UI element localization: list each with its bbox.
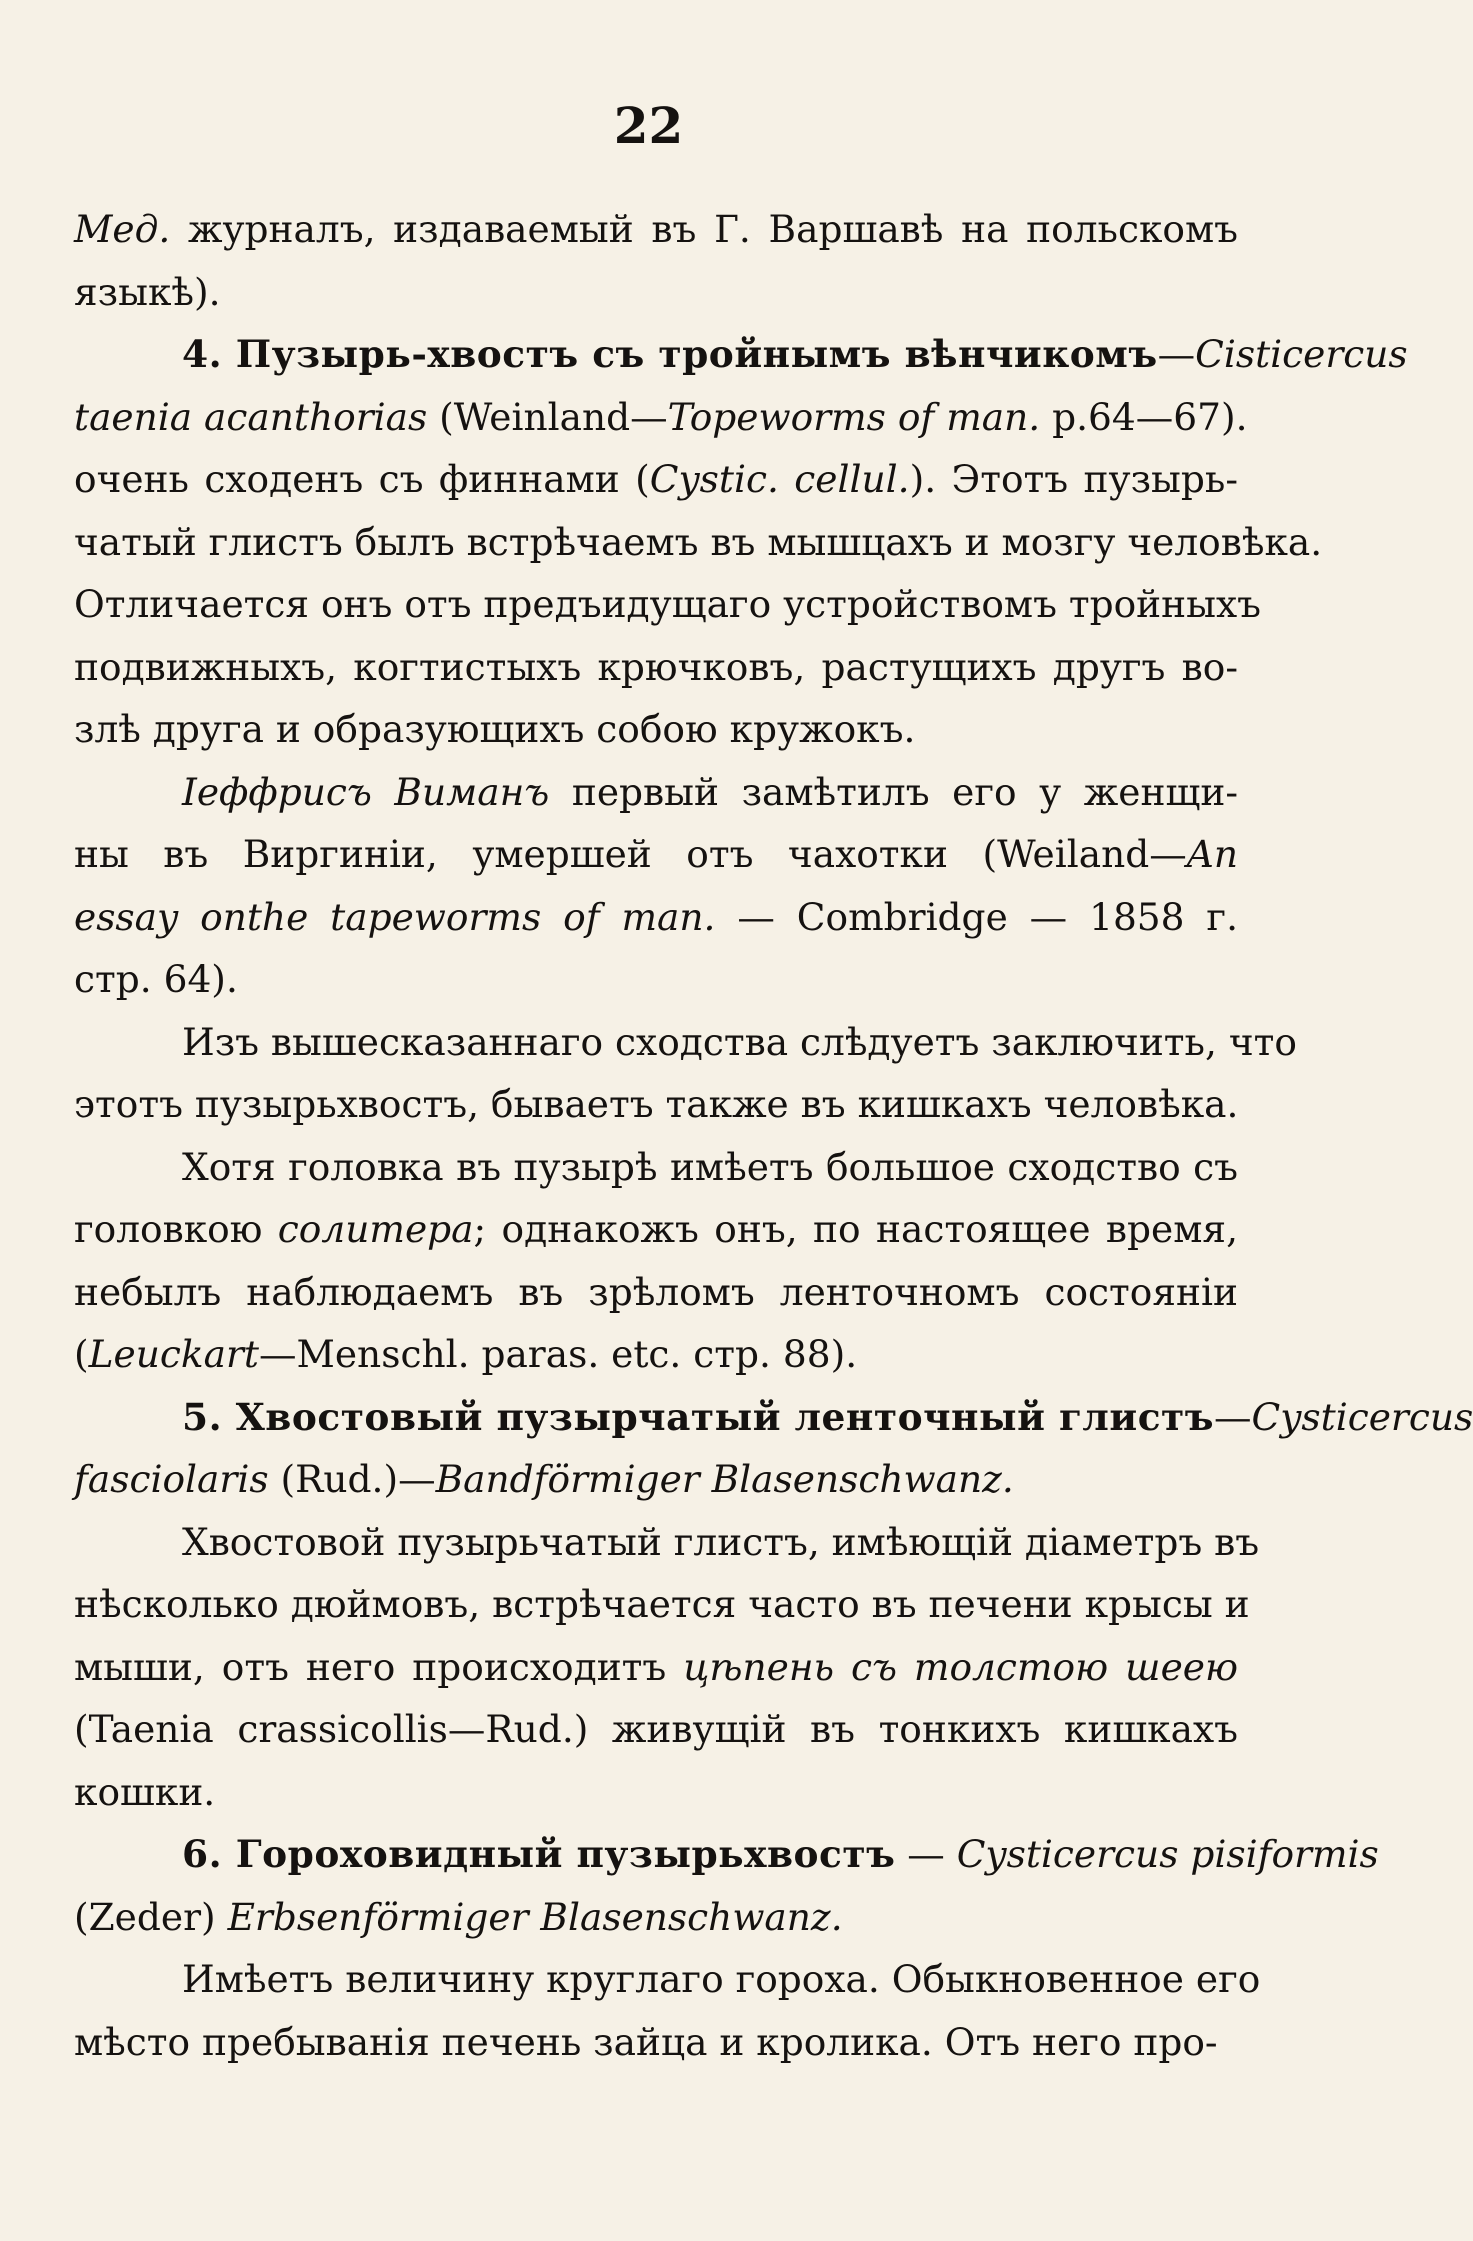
text-line: [74, 948, 1238, 1011]
text-run: p.64—67).: [1040, 394, 1248, 439]
text-run: —: [895, 1832, 957, 1876]
text-run: (: [74, 1332, 89, 1376]
section-heading: 4. Пузырь-хвостъ съ тройнымъ вѣнчикомъ: [182, 332, 1158, 376]
text-run: первый замѣтилъ его у женщи-: [549, 769, 1239, 814]
text-run: (Zeder): [74, 1894, 228, 1939]
italic-text: Erbsenförmiger Blasenschwanz.: [227, 1894, 843, 1939]
text-run: ). Этотъ пузырь-: [909, 457, 1238, 501]
text-run: мыши, отъ него происходитъ: [74, 1644, 684, 1689]
text-line: [74, 1448, 1238, 1511]
italic-text: essay onthe tapeworms of man.: [74, 894, 716, 939]
body-text: [74, 198, 1473, 2073]
text-line: [74, 1198, 1238, 1261]
text-line: [74, 1698, 1238, 1761]
page-number: 22: [613, 96, 684, 155]
text-line: [74, 1761, 1238, 1824]
text-line: [74, 448, 1238, 511]
italic-text: солитера: [277, 1207, 474, 1251]
text-run: журналъ, издаваемый въ Г. Варшавѣ на польскомъ: [170, 207, 1238, 251]
italic-text: Bandförmiger Blasenschwanz.: [435, 1457, 1014, 1501]
text-line: [74, 886, 1238, 949]
text-run: Хотя головка въ пузырѣ имѣетъ большое сходство съ: [182, 1144, 1238, 1189]
text-line: [74, 386, 1248, 449]
text-line: [74, 636, 1238, 699]
text-line: [74, 1261, 1238, 1324]
text-line: [74, 323, 1408, 386]
italic-text: Cysticercus: [1251, 1394, 1473, 1439]
text-run: Изъ вышесказаннаго сходства слѣдуетъ заключить, что: [182, 1019, 1297, 1064]
text-line: [74, 261, 1238, 324]
text-line: [74, 1323, 1238, 1386]
text-line: [74, 1948, 1261, 2011]
text-line: [74, 1511, 1260, 1574]
text-line: [74, 1636, 1238, 1699]
italic-text: An: [1186, 832, 1238, 876]
text-run: мѣсто пребыванія печень зайца и кролика. Отъ него про-: [74, 2019, 1218, 2064]
text-line: [74, 573, 1262, 636]
text-run: Отличается онъ отъ предъидущаго устройствомъ тройныхъ: [74, 582, 1262, 626]
text-line: [74, 1073, 1238, 1136]
italic-text: цѣпень съ толстою шеею: [683, 1644, 1238, 1689]
text-line: [74, 1011, 1297, 1074]
text-line: [74, 823, 1238, 886]
text-run: —: [1214, 1394, 1252, 1439]
text-run: (Rud.)—: [268, 1457, 436, 1501]
text-run: этотъ пузырьхвостъ, бываетъ также въ кишкахъ человѣка.: [74, 1082, 1239, 1126]
italic-text: Cystic. cellul.: [649, 457, 910, 501]
text-run: Имѣетъ величину круглаго гороха. Обыкновенное его: [182, 1957, 1261, 2001]
text-line: [74, 2011, 1238, 2074]
text-run: —: [1157, 332, 1196, 376]
text-run: кошки.: [74, 1769, 216, 1814]
text-run: Хвостовой пузырьчатый глистъ, имѣющій діаметръ въ: [182, 1519, 1260, 1564]
italic-text: taenia acanthorias: [74, 394, 428, 439]
text-run: подвижныхъ, когтистыхъ крючковъ, растущихъ другъ во-: [74, 644, 1238, 689]
text-run: (Weinland—: [427, 394, 668, 439]
text-line: [74, 1136, 1238, 1199]
text-run: ны въ Виргиніи, умершей отъ чахотки (Weiland—: [74, 832, 1187, 876]
text-run: небылъ наблюдаемъ въ зрѣломъ ленточномъ состояніи: [74, 1269, 1238, 1314]
text-run: ; однакожъ онъ, по настоящее время,: [473, 1207, 1238, 1251]
italic-text: Topeworms of man.: [667, 394, 1041, 439]
text-run: чатый глистъ былъ встрѣчаемъ въ мышцахъ и мозгу человѣка.: [74, 519, 1323, 564]
text-line: [74, 1573, 1250, 1636]
text-line: [74, 1386, 1473, 1449]
text-run: головкою: [74, 1207, 278, 1251]
text-line: [74, 698, 1238, 761]
italic-text: Cisticercus: [1195, 332, 1408, 376]
text-line: [74, 1886, 1238, 1949]
text-line: [74, 1823, 1379, 1886]
text-run: очень сходенъ съ финнами (: [74, 457, 650, 501]
text-run: (Taenia crassicollis—Rud.) живущій въ тонкихъ кишкахъ: [74, 1707, 1238, 1751]
italic-text: fasciolaris: [74, 1457, 269, 1501]
text-run: нѣсколько дюймовъ, встрѣчается часто въ печени крысы и: [74, 1582, 1250, 1626]
text-run: —Menschl. paras. etc. стр. 88).: [258, 1332, 858, 1376]
section-heading: 6. Гороховидный пузырьхвостъ: [182, 1832, 896, 1876]
italic-text: Мед.: [74, 207, 171, 251]
text-line: [74, 761, 1238, 824]
section-heading: 5. Хвостовый пузырчатый ленточный глистъ: [182, 1394, 1215, 1439]
italic-text: Іеффрисъ Виманъ: [182, 769, 550, 814]
text-line: [74, 511, 1323, 574]
text-run: стр. 64).: [74, 957, 238, 1001]
text-run: злѣ друга и образующихъ собою кружокъ.: [74, 707, 916, 751]
text-line: [74, 198, 1238, 261]
text-run: языкѣ).: [74, 269, 221, 314]
italic-text: Leuckart: [88, 1332, 259, 1376]
text-run: — Combridge — 1858 г.: [715, 894, 1238, 939]
italic-text: Cysticercus pisiformis: [956, 1832, 1379, 1876]
